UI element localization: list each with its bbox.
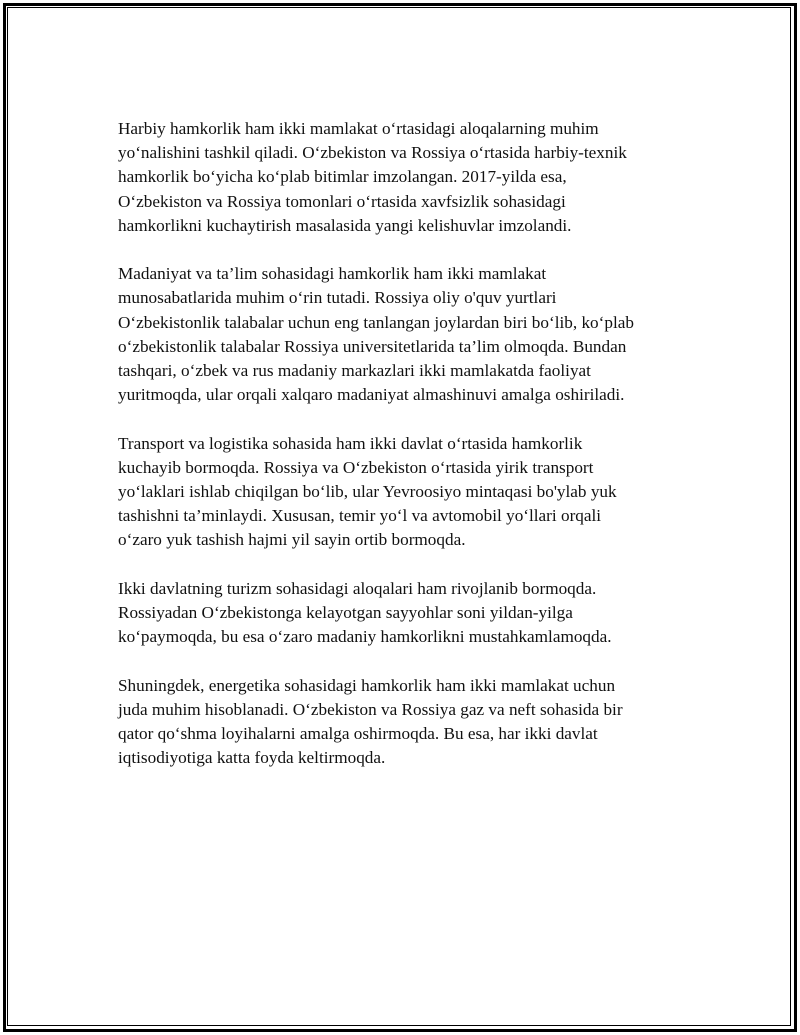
- text-line: juda muhim hisoblanadi. O‘zbekiston va Rossiya gaz va neft sohasida bir: [118, 699, 623, 719]
- text-line: tashqari, o‘zbek va rus madaniy markazlari ikki mamlakatda faoliyat: [118, 361, 591, 381]
- text-line: Madaniyat va ta’lim sohasidagi hamkorlik ham ikki mamlakat: [118, 264, 547, 284]
- text-line: yuritmoqda, ular orqali xalqaro madaniyat almashinuvi amalga oshiriladi.: [118, 385, 625, 405]
- text-line: yo‘nalishini tashkil qiladi. O‘zbekiston va Rossiya o‘rtasida harbiy-texnik: [118, 143, 627, 163]
- text-line: iqtisodiyotiga katta foyda keltirmoqda.: [118, 748, 386, 768]
- paragraph-tourism: [118, 577, 688, 650]
- text-line: qator qo‘shma loyihalarni amalga oshirmoqda. Bu esa, har ikki davlat: [118, 724, 598, 744]
- text-line: Transport va logistika sohasida ham ikki davlat o‘rtasida hamkorlik: [118, 433, 583, 453]
- document-body: [118, 117, 688, 795]
- text-line: o‘zaro yuk tashish hajmi yil sayin ortib bormoqda.: [118, 530, 466, 550]
- text-line: tashishni ta’minlaydi. Xususan, temir yo‘l va avtomobil yo‘llari orqali: [118, 506, 602, 526]
- text-line: Rossiyadan O‘zbekistonga kelayotgan sayyohlar soni yildan-yilga: [118, 603, 573, 623]
- paragraph-transport: [118, 432, 688, 553]
- text-line: munosabatlarida muhim o‘rin tutadi. Rossiya oliy o'quv yurtlari: [118, 288, 557, 308]
- text-line: kuchayib bormoqda. Rossiya va O‘zbekiston o‘rtasida yirik transport: [118, 457, 594, 477]
- text-line: o‘zbekistonlik talabalar Rossiya universitetlarida ta’lim olmoqda. Bundan: [118, 336, 627, 356]
- paragraph-energy: [118, 674, 688, 771]
- paragraph-culture-education: [118, 262, 688, 407]
- text-line: O‘zbekistonlik talabalar uchun eng tanlangan joylardan biri bo‘lib, ko‘plab: [118, 312, 634, 332]
- text-line: Harbiy hamkorlik ham ikki mamlakat o‘rtasidagi aloqalarning muhim: [118, 119, 599, 138]
- text-line: yo‘laklari ishlab chiqilgan bo‘lib, ular Yevroosiyo mintaqasi bo'ylab yuk: [118, 482, 617, 502]
- paragraph-military: [118, 117, 688, 238]
- text-line: Shuningdek, energetika sohasidagi hamkorlik ham ikki mamlakat uchun: [118, 675, 616, 695]
- text-line: hamkorlikni kuchaytirish masalasida yangi kelishuvlar imzolandi.: [118, 215, 572, 235]
- text-line: hamkorlik bo‘yicha ko‘plab bitimlar imzolangan. 2017-yilda esa,: [118, 167, 567, 187]
- text-line: O‘zbekiston va Rossiya tomonlari o‘rtasida xavfsizlik sohasidagi: [118, 191, 566, 211]
- text-line: Ikki davlatning turizm sohasidagi aloqalari ham rivojlanib bormoqda.: [118, 578, 597, 598]
- text-line: ko‘paymoqda, bu esa o‘zaro madaniy hamkorlikni mustahkamlamoqda.: [118, 627, 612, 647]
